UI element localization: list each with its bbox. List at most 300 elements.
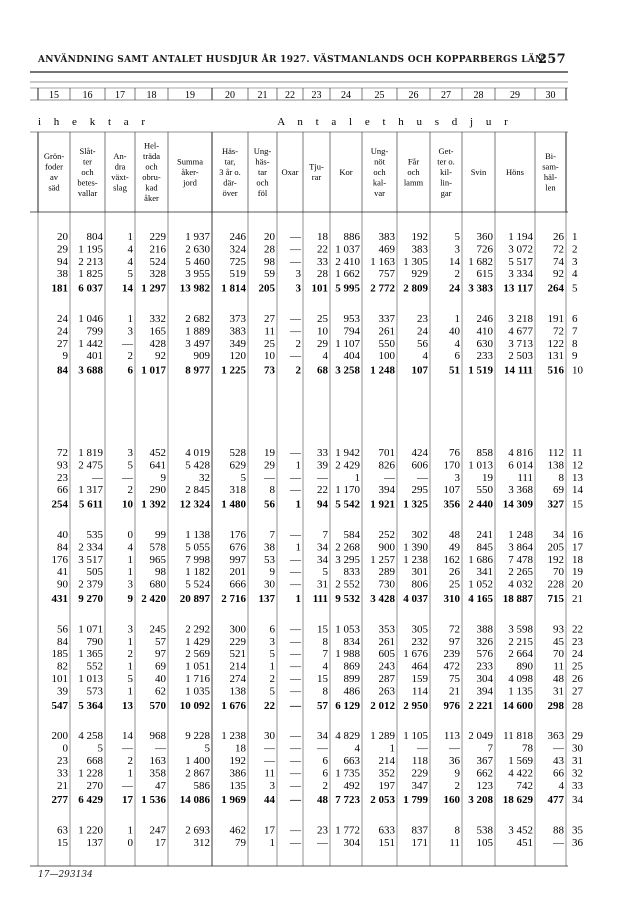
table-cell: 23	[417, 313, 428, 325]
column-number: 22	[285, 90, 295, 101]
column-number: 15	[49, 90, 59, 101]
table-cell: 680	[149, 578, 166, 591]
table-cell: 261	[378, 635, 395, 648]
table-cell: 633	[378, 824, 395, 837]
table-cell: 137	[86, 837, 103, 849]
table-total-cell: 2 221	[468, 699, 493, 712]
table-cell: 120	[229, 350, 246, 363]
table-cell: 88	[553, 824, 564, 837]
table-cell: 606	[411, 459, 428, 472]
table-cell: 5 428	[185, 459, 210, 472]
table-cell: —	[92, 471, 103, 484]
column-header-text: slag	[113, 182, 127, 193]
table-cell: 383	[229, 325, 246, 338]
table-cell: 2	[127, 350, 133, 363]
table-cell: 98	[155, 566, 166, 579]
table-cell: 62	[155, 685, 166, 698]
table-cell: 78	[522, 742, 533, 755]
table-cell: 742	[516, 779, 533, 792]
table-cell: 4	[127, 255, 133, 268]
line-number: 5	[572, 282, 578, 295]
table-total-cell: 431	[51, 593, 68, 605]
line-number: 32	[572, 767, 583, 780]
table-cell: 2 867	[185, 767, 210, 780]
table-cell: 15	[57, 837, 68, 849]
column-header-text: kal-	[372, 177, 387, 188]
table-total-cell: 1 814	[221, 282, 246, 295]
table-cell: 3	[454, 243, 460, 256]
table-cell: 185	[51, 648, 68, 661]
table-cell: 1	[127, 231, 133, 243]
table-cell: 410	[476, 325, 493, 338]
table-cell: 360	[476, 231, 493, 243]
table-cell: 1 105	[403, 730, 428, 743]
table-cell: 2 569	[185, 648, 210, 661]
table-cell: 302	[411, 529, 428, 541]
table-cell: —	[290, 231, 301, 243]
table-cell: 7	[322, 648, 328, 661]
table-cell: 701	[378, 447, 395, 459]
column-header-text: Get-	[438, 145, 454, 156]
table-cell: —	[290, 566, 301, 579]
table-cell: —	[290, 553, 301, 566]
table-cell: 6	[269, 623, 275, 636]
table-cell: 2 379	[78, 578, 103, 591]
table-cell: 29	[264, 459, 275, 472]
column-number: 16	[82, 90, 93, 101]
table-cell: 94	[57, 255, 68, 268]
table-total-cell: 205	[258, 282, 275, 295]
table-cell: 23	[57, 755, 68, 767]
table-cell: 66	[553, 767, 564, 780]
table-total-cell: 310	[443, 593, 460, 605]
table-total-cell: 7 723	[335, 794, 360, 807]
table-cell: 1 013	[468, 459, 493, 472]
table-cell: —	[122, 742, 133, 755]
table-cell: 192	[229, 755, 246, 767]
table-total-cell: 1 248	[370, 364, 395, 377]
table-cell: 274	[229, 673, 246, 685]
table-cell: 452	[149, 447, 166, 459]
table-total-cell: 160	[443, 794, 460, 807]
table-cell: 21	[57, 779, 68, 792]
table-cell: 5	[127, 459, 133, 472]
table-total-cell: 298	[547, 699, 564, 712]
column-header-text: vallar	[77, 187, 98, 198]
line-number: 12	[572, 459, 583, 472]
table-total-cell: 264	[547, 282, 564, 295]
table-total-cell: 2 012	[370, 699, 395, 712]
table-cell: 5 524	[185, 578, 210, 591]
table-cell: 328	[149, 268, 166, 281]
table-total-cell: 5 611	[78, 498, 103, 511]
table-cell: 59	[264, 268, 275, 281]
table-cell: 40	[57, 529, 68, 541]
table-total-cell: 1 392	[141, 498, 166, 511]
table-cell: 353	[378, 623, 395, 636]
table-cell: 47	[155, 779, 166, 792]
table-cell: 7 478	[508, 553, 533, 566]
table-cell: 72	[553, 243, 564, 256]
table-total-cell: 356	[443, 498, 460, 511]
table-cell: 32	[199, 471, 210, 484]
table-cell: 1	[389, 742, 395, 755]
table-cell: 159	[411, 673, 428, 685]
table-cell: 1 317	[78, 484, 103, 497]
column-header-text: Häs-	[221, 145, 239, 156]
table-cell: 72	[449, 623, 460, 636]
table-cell: 2 429	[335, 459, 360, 472]
table-cell: 318	[229, 484, 246, 497]
table-cell: 82	[57, 660, 68, 673]
table-cell: 38	[57, 268, 68, 281]
table-cell: 492	[343, 779, 360, 792]
table-cell: 216	[149, 243, 166, 256]
table-cell: 1 051	[185, 660, 210, 673]
table-cell: —	[553, 837, 564, 849]
table-cell: 171	[411, 837, 428, 849]
column-header-text: häl-	[543, 172, 558, 182]
table-cell: 383	[411, 243, 428, 256]
table-cell: 131	[547, 350, 564, 363]
table-total-cell: 111	[312, 593, 328, 605]
table-cell: 1 046	[78, 313, 103, 325]
column-header-text: ter	[83, 156, 92, 167]
line-number: 33	[572, 779, 583, 792]
column-header-text: dra	[114, 161, 126, 172]
table-cell: 33	[317, 255, 328, 268]
table-cell: 890	[516, 660, 533, 673]
table-cell: 886	[343, 231, 360, 243]
table-cell: 2 475	[78, 459, 103, 472]
table-cell: 1	[127, 767, 133, 780]
table-cell: 24	[57, 325, 68, 338]
table-cell: 5	[204, 742, 210, 755]
table-cell: 1 365	[78, 648, 103, 661]
table-cell: 1 937	[185, 231, 210, 243]
line-number: 22	[572, 623, 583, 636]
table-cell: 1	[127, 566, 133, 579]
column-number: 25	[374, 90, 385, 101]
line-number: 4	[572, 268, 578, 281]
table-cell: 3	[127, 578, 133, 591]
table-cell: —	[290, 837, 301, 849]
table-cell: 4 422	[508, 767, 533, 780]
table-cell: 6	[322, 767, 328, 780]
table-total-cell: 3	[295, 282, 301, 295]
table-cell: —	[290, 578, 301, 591]
table-cell: 1 825	[78, 268, 103, 281]
table-cell: 1 569	[508, 755, 533, 767]
table-cell: 373	[229, 313, 246, 325]
table-total-cell: 2 053	[370, 794, 395, 807]
table-cell: 7	[322, 529, 328, 541]
table-cell: 10	[317, 325, 328, 338]
column-header-text: över	[222, 187, 238, 198]
table-cell: 300	[229, 623, 246, 636]
table-cell: —	[290, 755, 301, 767]
table-total-cell: 94	[317, 498, 328, 511]
table-cell: 7	[487, 742, 493, 755]
table-cell: 2 268	[335, 541, 360, 554]
table-cell: —	[384, 471, 395, 484]
table-cell: 4	[322, 660, 328, 673]
table-cell: 1 248	[508, 529, 533, 541]
line-number: 13	[572, 471, 583, 484]
table-cell: 630	[476, 337, 493, 350]
table-cell: 57	[155, 635, 166, 648]
table-cell: 1 662	[335, 268, 360, 281]
column-header-text: Bi-	[545, 151, 556, 161]
column-header-text: tar,	[224, 156, 236, 167]
table-cell: —	[290, 635, 301, 648]
table-total-cell: 3 258	[335, 364, 360, 377]
table-total-cell: 17	[122, 794, 133, 807]
table-cell: 2 213	[78, 255, 103, 268]
table-cell: 2 664	[508, 648, 533, 661]
table-cell: 900	[378, 541, 395, 554]
table-cell: 4	[454, 337, 460, 350]
table-cell: 9	[269, 566, 275, 579]
table-cell: 41	[57, 566, 68, 579]
table-cell: 1	[269, 660, 275, 673]
table-cell: —	[290, 673, 301, 685]
table-cell: 3	[127, 623, 133, 636]
table-cell: 2	[127, 648, 133, 661]
table-cell: 24	[57, 313, 68, 325]
table-cell: 2 292	[185, 623, 210, 636]
table-cell: 1 107	[335, 337, 360, 350]
table-total-cell: 2	[295, 364, 301, 377]
table-cell: 324	[229, 243, 246, 256]
line-number: 20	[572, 578, 583, 591]
table-cell: 386	[229, 767, 246, 780]
table-cell: 15	[317, 623, 328, 636]
table-cell: 27	[57, 337, 68, 350]
line-number: 34	[572, 794, 583, 807]
table-cell: 34	[553, 529, 564, 541]
table-cell: 505	[86, 566, 103, 579]
column-header-text: och	[373, 166, 386, 177]
table-cell: 101	[51, 673, 68, 685]
table-cell: 586	[193, 779, 210, 792]
table-total-cell: 9 270	[78, 593, 103, 605]
table-cell: —	[290, 484, 301, 497]
table-cell: 112	[547, 447, 564, 459]
table-cell: 5 055	[185, 541, 210, 554]
table-cell: 1 238	[221, 730, 246, 743]
table-cell: 6	[454, 350, 460, 363]
line-number: 36	[572, 837, 583, 849]
column-header-text: var	[374, 187, 385, 198]
column-header-text: Kor	[339, 166, 353, 177]
table-cell: 0	[127, 529, 133, 541]
table-total-cell: 22	[264, 699, 275, 712]
table-cell: 899	[343, 673, 360, 685]
column-header-text: gar	[440, 187, 452, 198]
table-cell: 2 693	[185, 824, 210, 837]
table-cell: 663	[343, 755, 360, 767]
table-cell: 1	[454, 313, 460, 325]
column-header-text: tar	[258, 166, 267, 177]
line-number: 6	[572, 313, 578, 325]
table-cell: 1	[127, 685, 133, 698]
table-total-cell: 327	[547, 498, 564, 511]
table-total-cell: 181	[51, 282, 68, 295]
column-header-text: obru-	[142, 172, 161, 182]
table-cell: 968	[149, 730, 166, 743]
table-cell: 424	[411, 447, 428, 459]
table-cell: 641	[149, 459, 166, 472]
column-header-text: Tju-	[309, 161, 324, 172]
table-cell: 40	[155, 673, 166, 685]
table-cell: 363	[547, 730, 564, 743]
table-cell: —	[122, 337, 133, 350]
table-cell: 70	[553, 566, 564, 579]
table-cell: 1 238	[403, 553, 428, 566]
table-cell: —	[290, 685, 301, 698]
table-cell: 464	[411, 660, 428, 673]
column-number: 24	[341, 90, 351, 101]
column-header-text: Hel-	[143, 140, 160, 151]
table-total-cell: 477	[547, 794, 564, 807]
table-cell: 965	[149, 553, 166, 566]
table-cell: 263	[378, 685, 395, 698]
table-cell: 1 220	[78, 824, 103, 837]
table-total-cell: 5 995	[335, 282, 360, 295]
table-cell: 5 460	[185, 255, 210, 268]
table-cell: 332	[149, 313, 166, 325]
table-cell: 550	[378, 337, 395, 350]
table-cell: 388	[476, 623, 493, 636]
table-cell: —	[290, 730, 301, 743]
table-cell: 107	[443, 484, 460, 497]
table-cell: 287	[378, 673, 395, 685]
table-total-cell: 1 921	[370, 498, 395, 511]
table-cell: 229	[411, 767, 428, 780]
table-cell: —	[553, 742, 564, 755]
table-total-cell: 516	[547, 364, 564, 377]
table-cell: 1	[354, 471, 360, 484]
table-cell: 804	[86, 231, 103, 243]
column-header-text: växt-	[111, 172, 129, 182]
table-cell: 2	[127, 484, 133, 497]
table-cell: 3 864	[508, 541, 533, 554]
table-total-cell: 1 536	[141, 794, 166, 807]
table-cell: 8	[558, 471, 564, 484]
table-total-cell: 1 017	[141, 364, 166, 377]
table-cell: —	[290, 824, 301, 837]
table-cell: 4	[354, 742, 360, 755]
line-number: 27	[572, 685, 583, 698]
table-cell: 19	[482, 471, 493, 484]
column-header-text: kad	[145, 182, 158, 193]
table-total-cell: —	[290, 794, 301, 807]
column-header-text: där-	[223, 177, 237, 188]
table-cell: —	[264, 755, 275, 767]
table-cell: 4	[422, 350, 428, 363]
table-cell: 6	[322, 755, 328, 767]
table-cell: 53	[264, 553, 275, 566]
table-cell: —	[317, 471, 328, 484]
table-cell: 176	[229, 529, 246, 541]
table-cell: 676	[229, 541, 246, 554]
table-cell: 252	[378, 529, 395, 541]
table-cell: 30	[264, 730, 275, 743]
table-cell: —	[122, 779, 133, 792]
table-cell: 243	[378, 660, 395, 673]
table-total-cell: 14 309	[502, 498, 533, 511]
table-cell: 20	[264, 231, 275, 243]
table-cell: 394	[476, 685, 493, 698]
table-cell: 1 400	[185, 755, 210, 767]
table-cell: 5	[269, 685, 275, 698]
table-cell: 170	[443, 459, 460, 472]
table-cell: 135	[229, 779, 246, 792]
table-cell: 26	[449, 566, 460, 579]
table-cell: 3 517	[78, 553, 103, 566]
table-total-cell: 3 383	[468, 282, 493, 295]
table-cell: 66	[57, 484, 68, 497]
line-number: 16	[572, 529, 583, 541]
table-cell: 5	[127, 673, 133, 685]
table-total-cell: 10 092	[179, 699, 210, 712]
table-cell: 11	[449, 837, 460, 849]
table-cell: 826	[378, 459, 395, 472]
table-total-cell: 2 809	[403, 282, 428, 295]
table-cell: —	[290, 742, 301, 755]
table-cell: 1 716	[185, 673, 210, 685]
table-cell: 79	[235, 837, 246, 849]
table-cell: —	[290, 350, 301, 363]
table-cell: 4 816	[508, 447, 533, 459]
table-cell: 833	[343, 566, 360, 579]
table-total-cell: 2 950	[403, 699, 428, 712]
table-total-cell: 9 532	[335, 593, 360, 605]
column-header-text: An-	[113, 151, 127, 161]
table-cell: 584	[343, 529, 360, 541]
line-number: 31	[572, 755, 583, 767]
table-cell: 538	[476, 824, 493, 837]
table-cell: 9	[62, 350, 68, 363]
table-cell: 72	[553, 325, 564, 338]
table-total-cell: 8 977	[185, 364, 210, 377]
table-cell: 757	[378, 268, 395, 281]
table-cell: 834	[343, 635, 360, 648]
table-cell: 3	[295, 268, 301, 281]
column-number: 28	[473, 90, 484, 101]
table-cell: 301	[411, 566, 428, 579]
table-cell: 1 182	[185, 566, 210, 579]
table-cell: 34	[317, 541, 328, 554]
table-cell: 3	[269, 635, 275, 648]
table-cell: 197	[378, 779, 395, 792]
table-cell: 92	[155, 350, 166, 363]
table-cell: 114	[411, 685, 428, 698]
table-cell: 472	[443, 660, 460, 673]
table-cell: 24	[417, 325, 428, 338]
table-cell: 5	[322, 566, 328, 579]
table-cell: 4 019	[185, 447, 210, 459]
table-total-cell: 13	[122, 699, 133, 712]
line-number: 11	[572, 447, 583, 459]
table-total-cell: 12 324	[179, 498, 210, 511]
table-cell: 312	[193, 837, 210, 849]
table-cell: 118	[411, 755, 428, 767]
table-cell: 3	[269, 779, 275, 792]
table-cell: 70	[553, 648, 564, 661]
table-cell: 233	[476, 350, 493, 363]
